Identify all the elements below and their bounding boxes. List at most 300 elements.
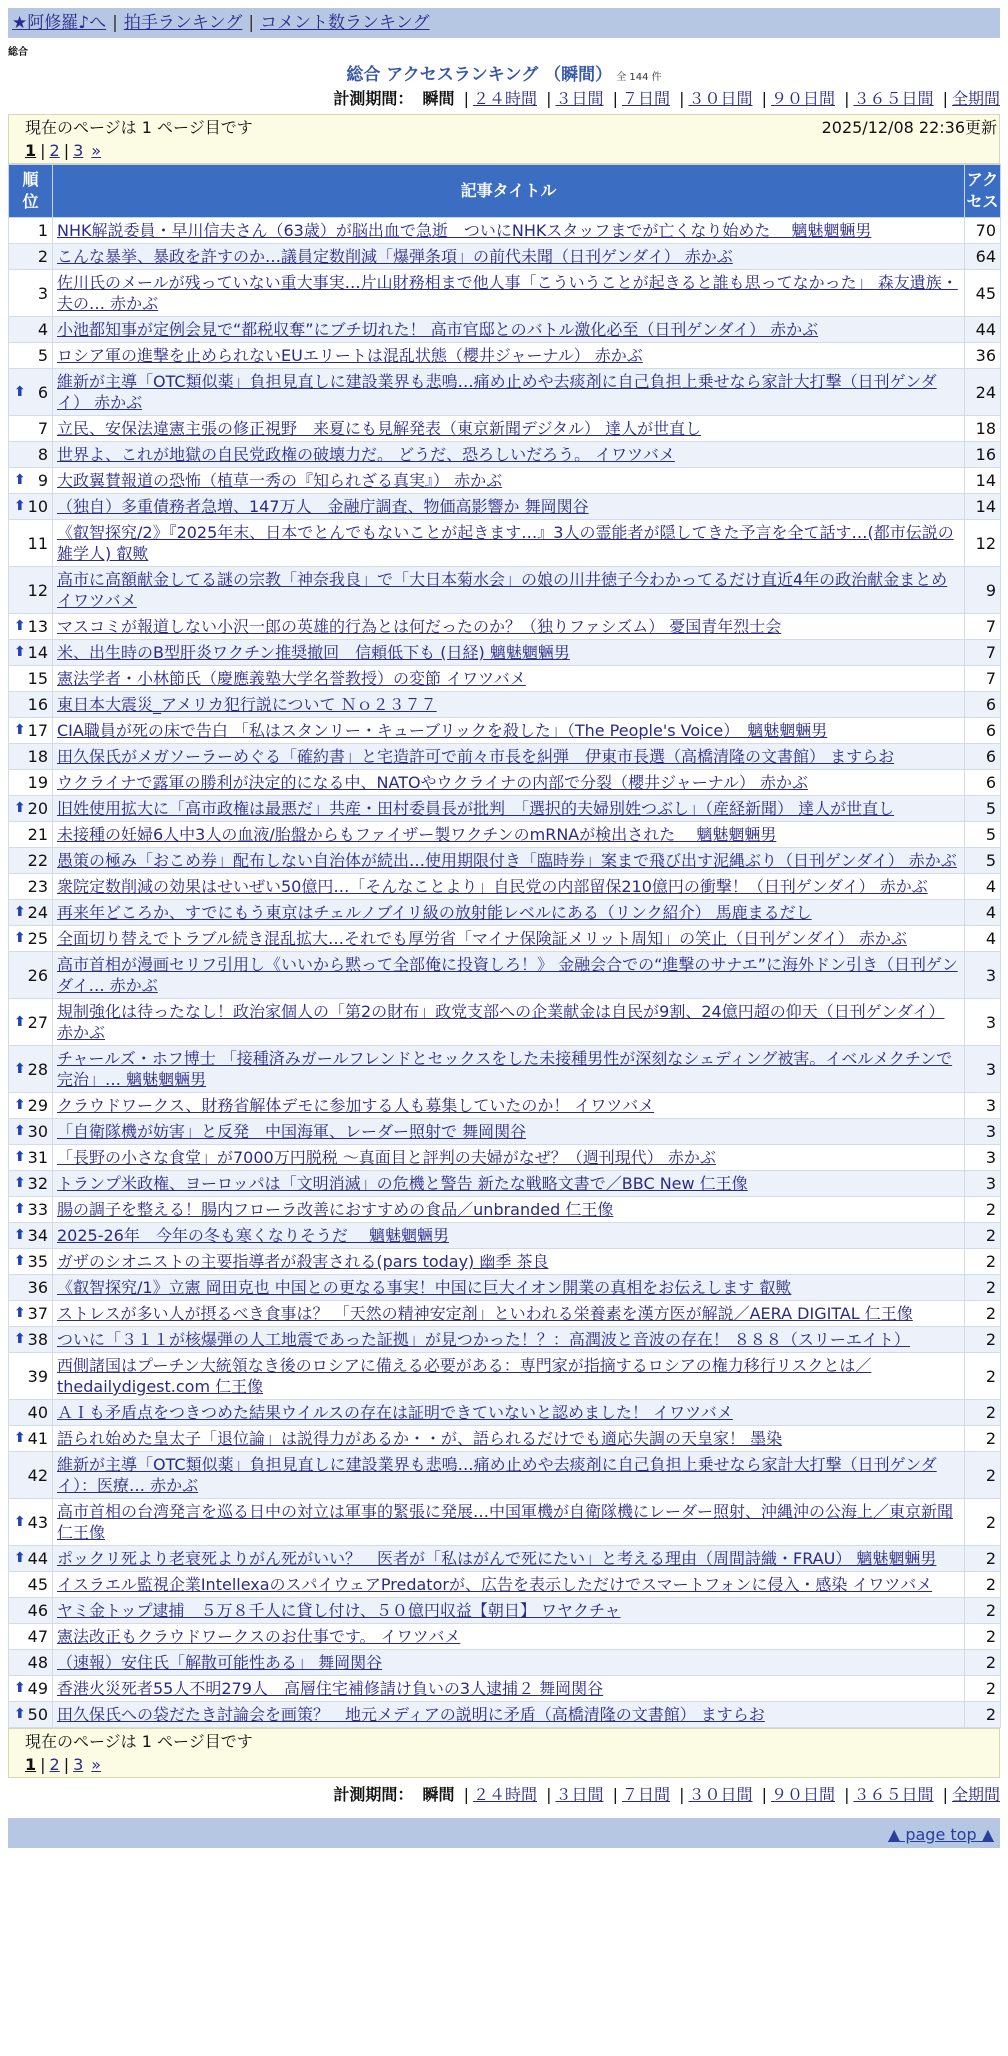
rank-number: 48 bbox=[27, 1653, 48, 1672]
table-row bbox=[9, 874, 1001, 900]
rank-number: 41 bbox=[27, 1429, 48, 1448]
access-count: 2 bbox=[965, 1572, 1001, 1598]
rank-up-arrow-icon: ⬆ bbox=[14, 1706, 26, 1722]
table-row bbox=[9, 1624, 1001, 1650]
rank-number: 6 bbox=[37, 382, 48, 402]
title-cell bbox=[53, 952, 965, 999]
table-row bbox=[9, 416, 1001, 442]
pager-link-2[interactable]: 2 bbox=[49, 1755, 60, 1774]
table-row bbox=[9, 1598, 1001, 1624]
rank-up-arrow-icon: ⬆ bbox=[14, 1253, 26, 1269]
access-count: 7 bbox=[965, 666, 1001, 692]
access-count: 3 bbox=[965, 1093, 1001, 1119]
access-count: 2 bbox=[965, 1223, 1001, 1249]
rank-number: 26 bbox=[27, 965, 48, 985]
article-title-link[interactable]: 憲法学者・小林節氏（慶應義塾大学名誉教授）の変節 イワツバメ bbox=[57, 669, 526, 688]
table-row bbox=[9, 494, 1001, 520]
rank-up-arrow-icon: ⬆ bbox=[14, 722, 26, 738]
top-nav-home-link[interactable]: ★阿修羅♪へ bbox=[12, 13, 107, 33]
rank-number: 45 bbox=[27, 1575, 48, 1594]
title-cell bbox=[53, 1546, 965, 1572]
rank-cell bbox=[9, 1197, 53, 1223]
rank-cell bbox=[9, 244, 53, 270]
article-title-link[interactable]: マスコミが報道しない小沢一郎の英雄的行為とは何だったのか？（独りファシズム） 憂国青年烈士会 bbox=[57, 617, 782, 636]
article-title-link[interactable]: 規制強化は待ったなし！政治家個人の「第2の財布」政党支部への企業献金は自民が9割、24億円超の仰天（日刊ゲンダイ） 赤かぶ bbox=[57, 1002, 945, 1042]
article-title-link[interactable]: 旧姓使用拡大に「高市政権は最悪だ」共産・田村委員長が批判 「選択的夫婦別姓つぶし」（産経新聞） 達人が世直し bbox=[57, 799, 895, 818]
top-nav bbox=[8, 8, 1000, 38]
access-count: 7 bbox=[965, 640, 1001, 666]
article-title-link[interactable]: ガザのシオニストの主要指導者が殺害される(pars today) 幽季 茶良 bbox=[57, 1252, 549, 1271]
pager-next-link[interactable]: » bbox=[91, 141, 102, 160]
rank-cell bbox=[9, 796, 53, 822]
nav-separator: | bbox=[112, 13, 118, 33]
access-count: 3 bbox=[965, 952, 1001, 999]
access-count: 14 bbox=[965, 468, 1001, 494]
article-title-link[interactable]: ロシア軍の進撃を止められないEUエリートは混乱状態（櫻井ジャーナル） 赤かぶ bbox=[57, 346, 643, 365]
article-title-link[interactable]: 《叡智探究/2》『2025年末、日本でとんでもないことが起きます…』3人の霊能者が隠してきた予言を全て話す…(都市伝説の雑学人) 叡歟 bbox=[57, 523, 954, 563]
table-row bbox=[9, 1353, 1001, 1400]
rank-number: 40 bbox=[27, 1403, 48, 1422]
title-cell bbox=[53, 1572, 965, 1598]
pager-current: 1 bbox=[25, 141, 37, 160]
rank-cell bbox=[9, 1327, 53, 1353]
rank-number: 11 bbox=[27, 533, 48, 553]
access-count: 2 bbox=[965, 1249, 1001, 1275]
period-selector-top: 計測期間： 瞬間 | ２４時間 | ３日間 | ７日間 | ３０日間 | ９０日間 | ３６５日間 | 全期間 bbox=[333, 89, 1000, 108]
rank-number: 44 bbox=[27, 1549, 48, 1568]
rank-cell bbox=[9, 848, 53, 874]
table-row bbox=[9, 1171, 1001, 1197]
rank-cell bbox=[9, 1572, 53, 1598]
rank-cell bbox=[9, 1400, 53, 1426]
rank-number: 23 bbox=[27, 877, 48, 896]
access-count: 2 bbox=[965, 1197, 1001, 1223]
rank-number: 16 bbox=[27, 695, 48, 714]
article-title-link[interactable]: 未接種の妊婦6人中3人の血液/胎盤からもファイザー製ワクチンのmRNAが検出された 魑魅魍魎男 bbox=[57, 825, 777, 844]
access-count: 2 bbox=[965, 1353, 1001, 1400]
table-row bbox=[9, 218, 1001, 244]
page-title-line bbox=[0, 64, 1008, 86]
article-title-link[interactable]: 大政翼賛報道の恐怖（植草一秀の『知られざる真実』） 赤かぶ bbox=[57, 471, 503, 490]
table-row bbox=[9, 744, 1001, 770]
article-title-link[interactable]: ＡＩも矛盾点をつきつめた結果ウイルスの存在は証明できていないと認めました！ イワツバメ bbox=[57, 1403, 733, 1422]
access-count: 44 bbox=[965, 317, 1001, 343]
access-count: 6 bbox=[965, 744, 1001, 770]
rank-number: 35 bbox=[27, 1252, 48, 1271]
access-count: 2 bbox=[965, 1301, 1001, 1327]
rank-number: 31 bbox=[27, 1148, 48, 1167]
article-title-link[interactable]: 高市に高額献金してる謎の宗教「神奈我良」で「大日本菊水会」の娘の川井徳子今わかってるだけ直近4年の政治献金まとめ イワツバメ bbox=[57, 570, 948, 610]
article-title-link[interactable]: 東日本大震災_アメリカ犯行説について Ｎｏ２３７７ bbox=[57, 695, 437, 714]
title-cell bbox=[53, 1275, 965, 1301]
page-info-panel-top bbox=[8, 114, 1000, 164]
title-cell bbox=[53, 999, 965, 1046]
rank-up-arrow-icon: ⬆ bbox=[14, 1680, 26, 1696]
title-cell bbox=[53, 218, 965, 244]
article-title-link[interactable]: イスラエル監視企業IntellexaのスパイウェアPredatorが、広告を表示しただけでスマートフォンに侵入・感染 イワツバメ bbox=[57, 1575, 933, 1594]
title-cell bbox=[53, 1400, 965, 1426]
article-title-link[interactable]: NHK解説委員・早川信夫さん（63歳）が脳出血で急逝 ついにNHKスタッフまでが亡くなり始めた 魑魅魍魎男 bbox=[57, 221, 872, 240]
pager-link-3[interactable]: 3 bbox=[73, 1755, 84, 1774]
rank-cell bbox=[9, 1046, 53, 1093]
period-link-all[interactable]: 全期間 bbox=[951, 1785, 1000, 1804]
article-title-link[interactable]: 田久保氏への袋だたき討論会を画策？ 地元メディアの説明に矛盾（高橋清隆の文書館） ますらお bbox=[57, 1705, 765, 1724]
period-link-365d[interactable]: ３６５日間 bbox=[853, 89, 934, 108]
rank-cell bbox=[9, 718, 53, 744]
rank-cell bbox=[9, 1223, 53, 1249]
rank-number: 8 bbox=[37, 445, 48, 464]
article-title-link[interactable]: ストレスが多い人が摂るべき食事は？ 「天然の精神安定剤」といわれる栄養素を漢方医が解説／AERA DIGITAL 仁王像 bbox=[57, 1304, 913, 1323]
article-title-link[interactable]: こんな暴挙、暴政を許すのか…議員定数削減「爆弾条項」の前代未聞（日刊ゲンダイ） 赤かぶ bbox=[57, 247, 733, 266]
table-row bbox=[9, 520, 1001, 567]
pager-link-3[interactable]: 3 bbox=[73, 141, 84, 160]
rank-up-arrow-icon: ⬆ bbox=[14, 498, 26, 514]
title-cell bbox=[53, 317, 965, 343]
article-title-link[interactable]: 再来年どころか、すでにもう東京はチェルノブイリ級の放射能レベルにある（リンク紹介） 馬鹿まるだし bbox=[57, 903, 812, 922]
rank-number: 9 bbox=[37, 471, 48, 490]
article-title-link[interactable]: 維新が主導「OTC類似薬」負担見直しに建設業界も悲鳴…痛め止めや去痰剤に自己負担上乗せなら家計大打撃（日刊ゲンダイ）：医療… 赤かぶ bbox=[57, 1455, 937, 1495]
rank-number: 14 bbox=[27, 643, 48, 662]
period-link-7d[interactable]: ７日間 bbox=[621, 89, 670, 108]
period-link-24h[interactable]: ２４時間 bbox=[472, 1785, 537, 1804]
rank-up-arrow-icon: ⬆ bbox=[14, 1149, 26, 1165]
page-info: 現在のページは 1 ページ目です bbox=[25, 118, 253, 137]
access-count: 12 bbox=[965, 520, 1001, 567]
pager-link-2[interactable]: 2 bbox=[49, 141, 60, 160]
access-header: アクセス bbox=[965, 165, 1001, 218]
article-title-link[interactable]: 愚策の極み「おこめ券」配布しない自治体が続出…使用期限付き「臨時券」案まで飛び出す泥縄ぶり（日刊ゲンダイ） 赤かぶ bbox=[57, 851, 957, 870]
table-row bbox=[9, 718, 1001, 744]
article-title-link[interactable]: 米、出生時のB型肝炎ワクチン推奨撤回 信頼低下も (日経) 魑魅魍魎男 bbox=[57, 643, 570, 662]
rank-number: 32 bbox=[27, 1174, 48, 1193]
access-count: 6 bbox=[965, 692, 1001, 718]
rank-number: 20 bbox=[27, 799, 48, 818]
rank-cell bbox=[9, 343, 53, 369]
table-row bbox=[9, 1546, 1001, 1572]
table-row bbox=[9, 692, 1001, 718]
rank-up-arrow-icon: ⬆ bbox=[14, 1123, 26, 1139]
rank-cell bbox=[9, 567, 53, 614]
rank-cell bbox=[9, 1624, 53, 1650]
table-row bbox=[9, 1301, 1001, 1327]
rank-up-arrow-icon: ⬆ bbox=[14, 1513, 26, 1530]
title-cell bbox=[53, 1301, 965, 1327]
title-cell bbox=[53, 567, 965, 614]
rank-cell bbox=[9, 1093, 53, 1119]
title-cell bbox=[53, 692, 965, 718]
rank-number: 38 bbox=[27, 1330, 48, 1349]
rank-cell bbox=[9, 1171, 53, 1197]
title-cell bbox=[53, 520, 965, 567]
period-link-3d[interactable]: ３日間 bbox=[555, 89, 604, 108]
title-cell bbox=[53, 614, 965, 640]
access-count: 2 bbox=[965, 1650, 1001, 1676]
table-row bbox=[9, 952, 1001, 999]
total-count: 全 144 件 bbox=[616, 72, 662, 83]
rank-up-arrow-icon: ⬆ bbox=[14, 1305, 26, 1321]
period-link-30d[interactable]: ３０日間 bbox=[688, 1785, 753, 1804]
access-count: 4 bbox=[965, 900, 1001, 926]
article-title-link[interactable]: ついに「３１１が核爆弾の人工地震であった証拠」が見つかった！？：高潤波と音波の存在！ ８８８（スリーエイト） bbox=[57, 1330, 910, 1349]
access-count: 2 bbox=[965, 1275, 1001, 1301]
rank-cell bbox=[9, 1249, 53, 1275]
rank-up-arrow-icon: ⬆ bbox=[14, 904, 26, 920]
access-count: 5 bbox=[965, 796, 1001, 822]
table-row bbox=[9, 369, 1001, 416]
article-title-link[interactable]: 世界よ、これが地獄の自民党政権の破壊力だ。 どうだ、恐ろしいだろう。 イワツバメ bbox=[57, 445, 675, 464]
rank-up-arrow-icon: ⬆ bbox=[14, 1097, 26, 1113]
table-row bbox=[9, 1093, 1001, 1119]
rank-cell bbox=[9, 416, 53, 442]
table-row bbox=[9, 1572, 1001, 1598]
rank-number: 18 bbox=[27, 747, 48, 766]
title-cell bbox=[53, 1650, 965, 1676]
rank-cell bbox=[9, 520, 53, 567]
article-title-link[interactable]: 維新が主導「OTC類似薬」負担見直しに建設業界も悲鳴…痛め止めや去痰剤に自己負担上乗せなら家計大打撃（日刊ゲンダイ） 赤かぶ bbox=[57, 372, 937, 412]
access-count: 2 bbox=[965, 1400, 1001, 1426]
article-title-link[interactable]: 佐川氏のメールが残っていない重大事実…片山財務相まで他人事「こういうことが起きると誰も思ってなかった」 森友遺族・夫の… 赤かぶ bbox=[57, 273, 958, 313]
article-title-link[interactable]: 西側諸国はプーチン大統領なき後のロシアに備える必要がある：専門家が指摘するロシアの権力移行リスクとは／thedailydigest.com 仁王像 bbox=[57, 1356, 872, 1396]
period-link-7d[interactable]: ７日間 bbox=[621, 1785, 670, 1804]
period-current: 瞬間 bbox=[422, 1785, 455, 1804]
rank-up-arrow-icon: ⬆ bbox=[14, 618, 26, 634]
title-cell bbox=[53, 343, 965, 369]
rank-cell bbox=[9, 770, 53, 796]
category-label: 総合 bbox=[8, 47, 28, 58]
rank-up-arrow-icon: ⬆ bbox=[14, 644, 26, 660]
ranking-table bbox=[8, 164, 1001, 1728]
table-row bbox=[9, 1650, 1001, 1676]
article-title-link[interactable]: （独自）多重債務者急増、147万人 金融庁調査、物価高影響か 舞岡関谷 bbox=[57, 497, 589, 516]
rank-cell bbox=[9, 692, 53, 718]
page-title: 総合 アクセスランキング （瞬間） bbox=[346, 65, 613, 85]
table-row bbox=[9, 926, 1001, 952]
rank-number: 10 bbox=[27, 497, 48, 516]
period-link-30d[interactable]: ３０日間 bbox=[688, 89, 753, 108]
rank-cell bbox=[9, 1426, 53, 1452]
rank-number: 46 bbox=[27, 1601, 48, 1620]
rank-cell bbox=[9, 822, 53, 848]
title-cell bbox=[53, 770, 965, 796]
article-title-link[interactable]: 「自衛隊機が妨害」と反発 中国海軍、レーダー照射で 舞岡関谷 bbox=[57, 1122, 527, 1141]
rank-cell bbox=[9, 1452, 53, 1499]
table-row bbox=[9, 1499, 1001, 1546]
title-cell bbox=[53, 1327, 965, 1353]
table-row bbox=[9, 1249, 1001, 1275]
article-title-link[interactable]: トランプ米政権、ヨーロッパは「文明消滅」の危機と警告 新たな戦略文書で／BBC New 仁王像 bbox=[57, 1174, 748, 1193]
article-title-link[interactable]: チャールズ・ホフ博士 「接種済みガールフレンドとセックスをした未接種男性が深刻なシェディング被害。イベルメクチンで完治」… 魑魅魍魎男 bbox=[57, 1049, 953, 1089]
table-row bbox=[9, 848, 1001, 874]
pager-next-link[interactable]: » bbox=[91, 1755, 102, 1774]
footer-bar bbox=[8, 1818, 1000, 1848]
rank-up-arrow-icon: ⬆ bbox=[14, 383, 26, 400]
title-cell bbox=[53, 848, 965, 874]
title-cell bbox=[53, 666, 965, 692]
period-link-3d[interactable]: ３日間 bbox=[555, 1785, 604, 1804]
rank-header: 順位 bbox=[9, 165, 53, 218]
access-count: 2 bbox=[965, 1452, 1001, 1499]
table-row bbox=[9, 640, 1001, 666]
article-title-link[interactable]: 語られ始めた皇太子「退位論」は説得力があるか・・が、語られるだけでも適応失調の天皇家！ 墨染 bbox=[57, 1429, 783, 1448]
rank-cell bbox=[9, 442, 53, 468]
title-cell bbox=[53, 1093, 965, 1119]
article-title-link[interactable]: 「長野の小さな食堂」が7000万円脱税 ～真面目と評判の夫婦がなぜ？（週刊現代） 赤かぶ bbox=[57, 1148, 716, 1167]
access-count: 3 bbox=[965, 1119, 1001, 1145]
table-row bbox=[9, 1702, 1001, 1728]
table-row bbox=[9, 1197, 1001, 1223]
title-cell bbox=[53, 1676, 965, 1702]
table-row bbox=[9, 900, 1001, 926]
rank-cell bbox=[9, 666, 53, 692]
rank-up-arrow-icon: ⬆ bbox=[14, 800, 26, 816]
access-count: 3 bbox=[965, 1171, 1001, 1197]
rank-cell bbox=[9, 640, 53, 666]
rank-number: 30 bbox=[27, 1122, 48, 1141]
table-row bbox=[9, 614, 1001, 640]
rank-number: 25 bbox=[27, 929, 48, 948]
access-count: 3 bbox=[965, 1046, 1001, 1093]
rank-number: 39 bbox=[27, 1366, 48, 1386]
period-link-24h[interactable]: ２４時間 bbox=[472, 89, 537, 108]
title-cell bbox=[53, 1249, 965, 1275]
access-count: 5 bbox=[965, 822, 1001, 848]
article-title-link[interactable]: 香港火災死者55人不明279人 高層住宅補修請け負いの3人逮捕２ 舞岡関谷 bbox=[57, 1679, 604, 1698]
rank-cell bbox=[9, 1676, 53, 1702]
access-count: 18 bbox=[965, 416, 1001, 442]
rank-cell bbox=[9, 900, 53, 926]
access-count: 70 bbox=[965, 218, 1001, 244]
table-row bbox=[9, 442, 1001, 468]
rank-number: 4 bbox=[37, 320, 48, 339]
period-label: 計測期間： bbox=[333, 1785, 414, 1804]
table-row bbox=[9, 1046, 1001, 1093]
article-title-link[interactable]: （速報）安住氏「解散可能性ある」 舞岡関谷 bbox=[57, 1653, 383, 1672]
rank-cell bbox=[9, 1353, 53, 1400]
title-cell bbox=[53, 468, 965, 494]
table-row bbox=[9, 770, 1001, 796]
table-row bbox=[9, 1145, 1001, 1171]
title-cell bbox=[53, 900, 965, 926]
access-count: 64 bbox=[965, 244, 1001, 270]
article-title-link[interactable]: ポックリ死より老衰死よりがん死がいい？ 医者が「私はがんで死にたい」と考える理由（周間詩織・FRAU） 魑魅魍魎男 bbox=[57, 1549, 937, 1568]
rank-up-arrow-icon: ⬆ bbox=[14, 1430, 26, 1446]
access-count: 3 bbox=[965, 1145, 1001, 1171]
article-title-link[interactable]: CIA職員が死の床で告白 「私はスタンリー・キューブリックを殺した」（The People's Voice） 魑魅魍魎男 bbox=[57, 721, 828, 740]
rank-up-arrow-icon: ⬆ bbox=[14, 1013, 26, 1030]
title-cell bbox=[53, 1145, 965, 1171]
access-count: 2 bbox=[965, 1598, 1001, 1624]
rank-up-arrow-icon: ⬆ bbox=[14, 1201, 26, 1217]
rank-number: 36 bbox=[27, 1278, 48, 1297]
title-cell bbox=[53, 442, 965, 468]
article-title-link[interactable]: ヤミ金トップ逮捕 ５万８千人に貸し付け、５０億円収益【朝日】 ワヤクチャ bbox=[57, 1601, 621, 1620]
article-title-link[interactable]: 《叡智探究/1》立憲 岡田克也 中国との更なる事実！中国に巨大イオン開業の真相をお伝えします 叡歟 bbox=[57, 1278, 792, 1297]
access-count: 2 bbox=[965, 1499, 1001, 1546]
period-link-all[interactable]: 全期間 bbox=[951, 89, 1000, 108]
nav-separator: | bbox=[248, 13, 255, 33]
top-nav-comment-ranking-link[interactable]: コメント数ランキング bbox=[260, 13, 430, 33]
table-row bbox=[9, 822, 1001, 848]
rank-number: 12 bbox=[27, 580, 48, 600]
article-title-link[interactable]: クラウドワークス、財務省解体デモに参加する人も募集していたのか！ イワツバメ bbox=[57, 1096, 655, 1115]
access-count: 24 bbox=[965, 369, 1001, 416]
article-title-link[interactable]: ウクライナで露軍の勝利が決定的になる中、NATOやウクライナの内部で分裂（櫻井ジャーナル） 赤かぶ bbox=[57, 773, 809, 792]
rank-number: 24 bbox=[27, 903, 48, 922]
rank-cell bbox=[9, 218, 53, 244]
rank-cell bbox=[9, 744, 53, 770]
article-title-link[interactable]: 高市首相の台湾発言を巡る日中の対立は軍事的緊張に発展…中国軍機が自衛隊機にレーダー照射、沖縄沖の公海上／東京新聞 仁王像 bbox=[57, 1502, 954, 1542]
access-count: 2 bbox=[965, 1546, 1001, 1572]
rank-number: 21 bbox=[27, 825, 48, 844]
table-row bbox=[9, 1223, 1001, 1249]
period-selector-bottom: 計測期間： 瞬間 | ２４時間 | ３日間 | ７日間 | ３０日間 | ９０日間 | ３６５日間 | 全期間 bbox=[333, 1785, 1000, 1804]
article-title-link[interactable]: 腸の調子を整える！腸内フローラ改善におすすめの食品／unbranded 仁王像 bbox=[57, 1200, 614, 1219]
table-row bbox=[9, 999, 1001, 1046]
title-cell bbox=[53, 1171, 965, 1197]
top-nav-clap-ranking-link[interactable]: 拍手ランキング bbox=[123, 13, 243, 33]
article-title-link[interactable]: 小池都知事が定例会見で“都税収奪”にブチ切れた！ 高市官邸とのバトル激化必至（日刊ゲンダイ） 赤かぶ bbox=[57, 320, 819, 339]
table-row bbox=[9, 1426, 1001, 1452]
rank-cell bbox=[9, 270, 53, 317]
rank-cell bbox=[9, 874, 53, 900]
rank-cell bbox=[9, 1275, 53, 1301]
rank-cell bbox=[9, 1301, 53, 1327]
period-link-90d[interactable]: ９０日間 bbox=[770, 89, 835, 108]
title-cell bbox=[53, 1119, 965, 1145]
access-count: 2 bbox=[965, 1676, 1001, 1702]
article-title-link[interactable]: 憲法改正もクラウドワークスのお仕事です。 イワツバメ bbox=[57, 1627, 461, 1646]
article-title-link[interactable]: 高市首相が漫画セリフ引用し《いいから黙って全部俺に投資しろ！》 金融会合での“進撃のサナエ”に海外ドン引き（日刊ゲンダイ… 赤かぶ bbox=[57, 955, 958, 995]
table-row bbox=[9, 567, 1001, 614]
access-count: 9 bbox=[965, 567, 1001, 614]
article-title-link[interactable]: 衆院定数削減の効果はせいぜい50億円…「そんなことより」自民党の内部留保210億円の衝撃！（日刊ゲンダイ） 赤かぶ bbox=[57, 877, 928, 896]
table-row bbox=[9, 317, 1001, 343]
rank-up-arrow-icon: ⬆ bbox=[14, 1550, 26, 1566]
rank-number: 5 bbox=[37, 346, 48, 365]
updated-time: 2025/12/08 22:36更新 bbox=[821, 118, 997, 137]
title-cell bbox=[53, 1046, 965, 1093]
rank-number: 7 bbox=[37, 419, 48, 438]
title-cell bbox=[53, 1197, 965, 1223]
period-link-365d[interactable]: ３６５日間 bbox=[853, 1785, 934, 1804]
table-row bbox=[9, 1676, 1001, 1702]
page-top-link[interactable]: ▲ page top ▲ bbox=[887, 1825, 994, 1844]
rank-up-arrow-icon: ⬆ bbox=[14, 1060, 26, 1077]
article-title-link[interactable]: 田久保氏がメガソーラーめぐる「確約書」と宅造許可で前々市長を糾弾 伊東市長選（高橋清隆の文書館） ますらお bbox=[57, 747, 895, 766]
article-title-link[interactable]: 2025-26年 今年の冬も寒くなりそうだ 魑魅魍魎男 bbox=[57, 1226, 449, 1245]
rank-cell bbox=[9, 1119, 53, 1145]
article-title-link[interactable]: 立民、安保法違憲主張の修正視野 来夏にも見解発表（東京新聞デジタル） 達人が世直し bbox=[57, 419, 702, 438]
table-row bbox=[9, 244, 1001, 270]
pager-current: 1 bbox=[25, 1755, 37, 1774]
rank-cell bbox=[9, 1145, 53, 1171]
rank-cell bbox=[9, 614, 53, 640]
pager-bottom: 1 | 2 | 3 » bbox=[25, 1755, 102, 1774]
table-row bbox=[9, 1452, 1001, 1499]
rank-cell bbox=[9, 494, 53, 520]
article-title-link[interactable]: 全面切り替えでトラブル続き混乱拡大…それでも厚労省「マイナ保険証メリット周知」の笑止（日刊ゲンダイ） 赤かぶ bbox=[57, 929, 907, 948]
rank-number: 27 bbox=[27, 1012, 48, 1032]
title-cell bbox=[53, 1499, 965, 1546]
access-count: 14 bbox=[965, 494, 1001, 520]
table-row bbox=[9, 1327, 1001, 1353]
access-count: 3 bbox=[965, 999, 1001, 1046]
access-count: 5 bbox=[965, 848, 1001, 874]
period-link-90d[interactable]: ９０日間 bbox=[770, 1785, 835, 1804]
rank-number: 50 bbox=[27, 1705, 48, 1724]
rank-number: 34 bbox=[27, 1226, 48, 1245]
rank-number: 42 bbox=[27, 1465, 48, 1485]
